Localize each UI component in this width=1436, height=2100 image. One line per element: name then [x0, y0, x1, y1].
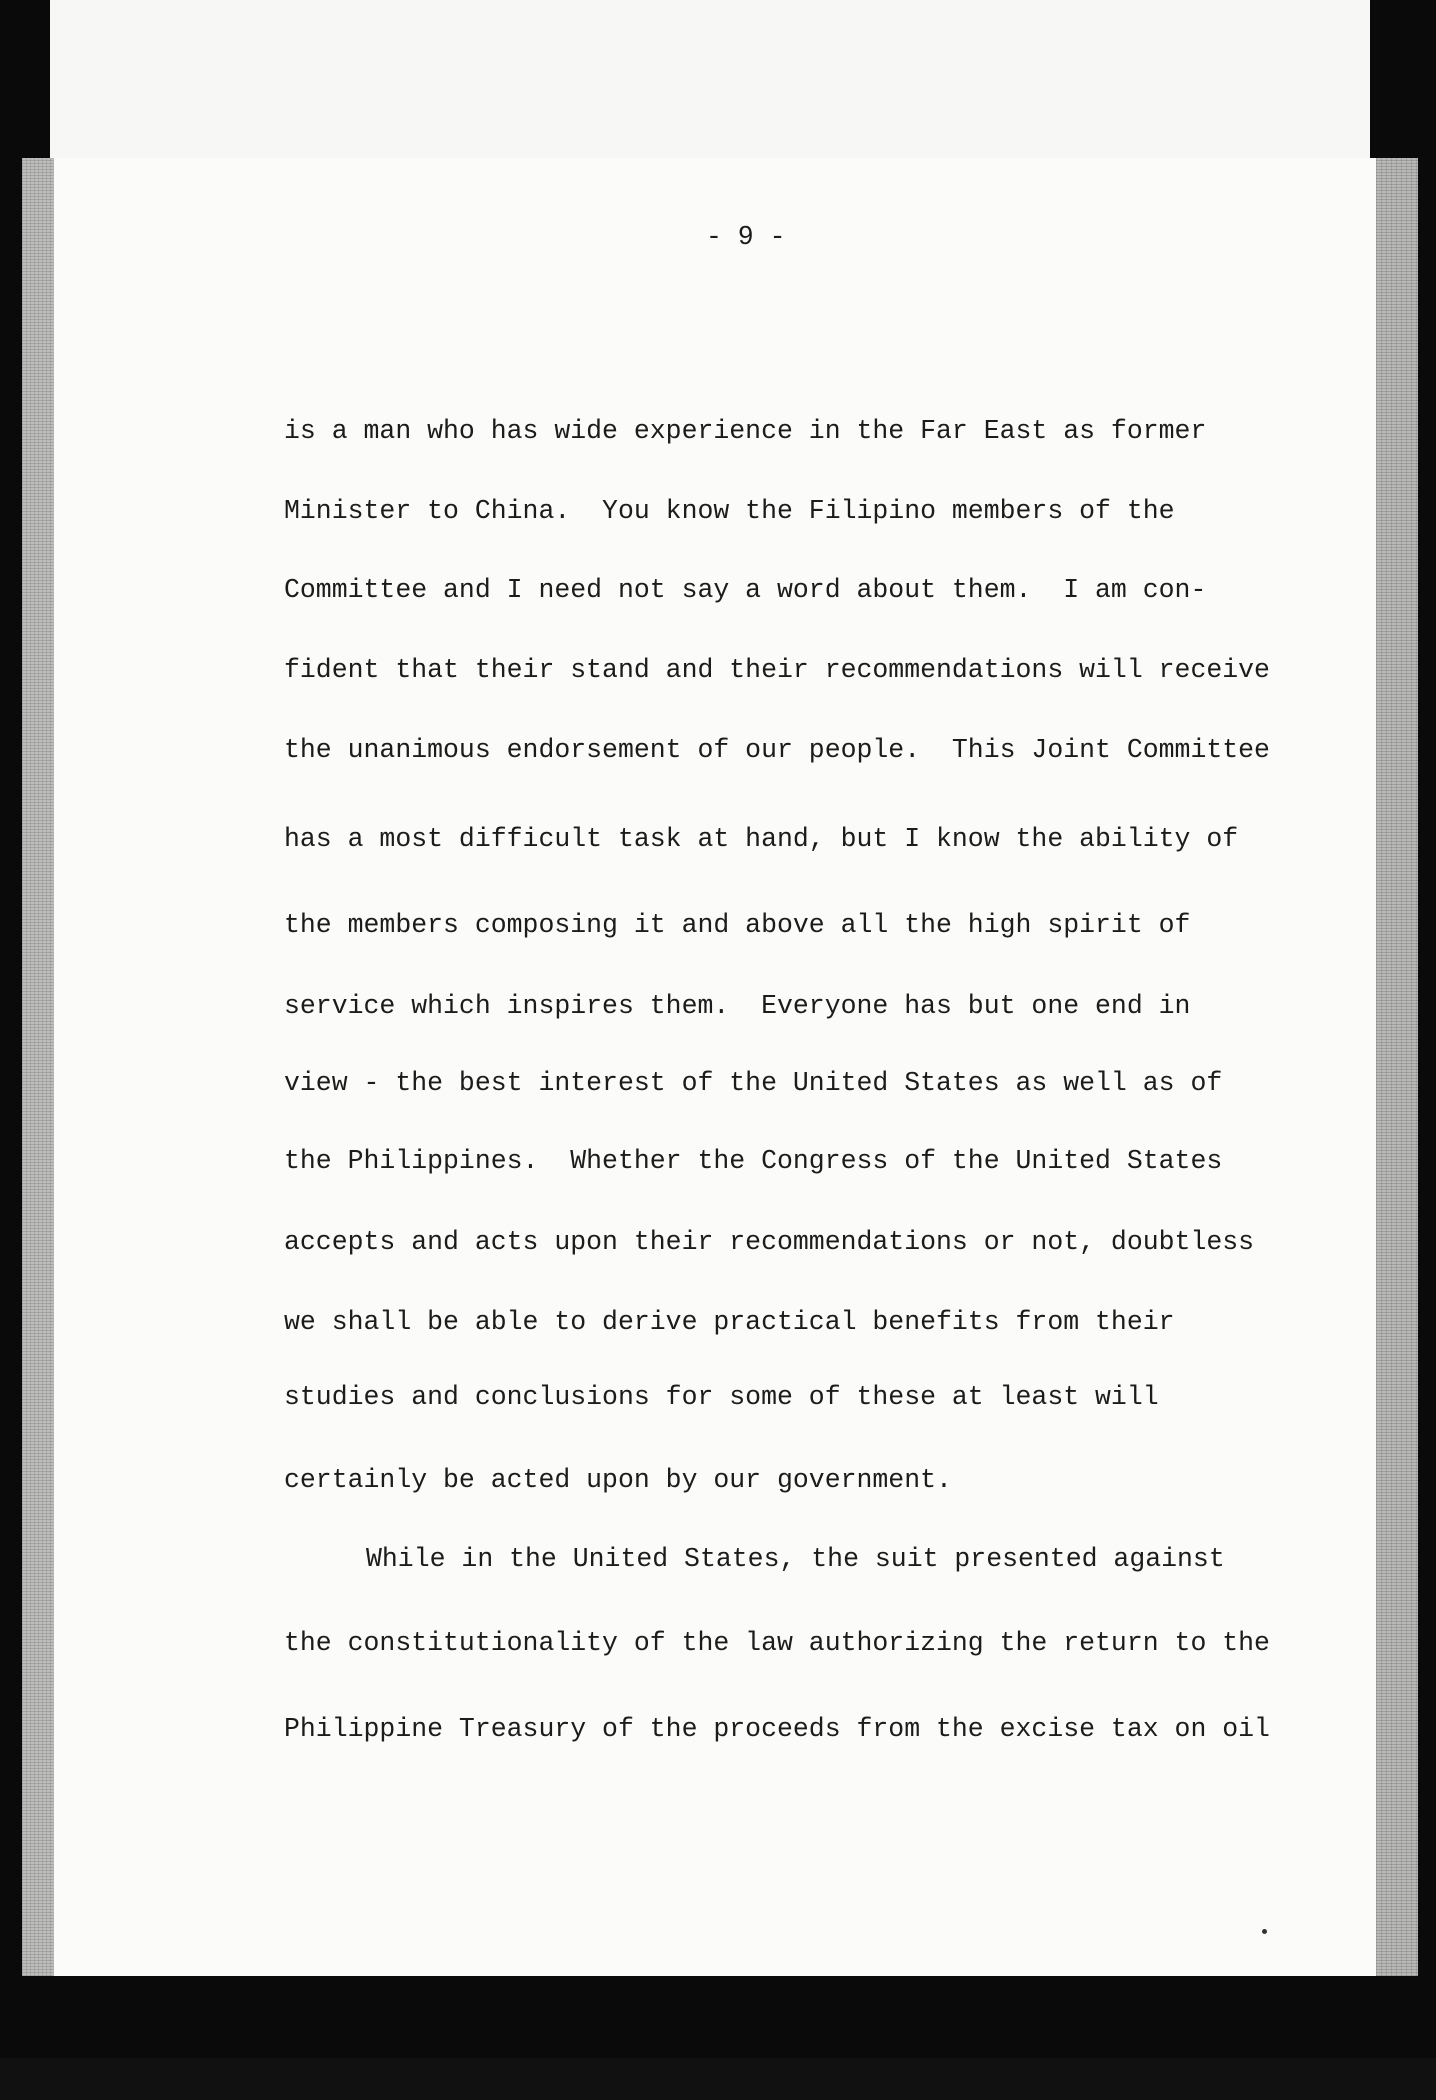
- text-line: is a man who has wide experience in the Far East as former: [284, 416, 1207, 446]
- scan-bottom-border: [0, 2058, 1436, 2100]
- text-line: view - the best interest of the United States as well as of: [284, 1068, 1223, 1098]
- page-number: - 9 -: [706, 222, 786, 252]
- text-line: service which inspires them. Everyone has but one end in: [284, 991, 1191, 1021]
- back-sheet: [50, 0, 1370, 170]
- paragraph-start-line: While in the United States, the suit presented against: [366, 1544, 1225, 1574]
- ink-speck: [1262, 1929, 1267, 1934]
- text-line: accepts and acts upon their recommendations or not, doubtless: [284, 1227, 1255, 1257]
- scan-margin-right: [1376, 158, 1418, 1976]
- text-line: Committee and I need not say a word about them. I am con-: [284, 575, 1207, 605]
- text-line: the unanimous endorsement of our people. This Joint Committee: [284, 735, 1270, 765]
- text-line: the members composing it and above all the high spirit of: [284, 910, 1191, 940]
- text-line: the Philippines. Whether the Congress of the United States: [284, 1146, 1223, 1176]
- scan-margin-left: [22, 158, 54, 1976]
- text-line: studies and conclusions for some of these at least will: [284, 1382, 1159, 1412]
- text-line: certainly be acted upon by our government.: [284, 1465, 952, 1495]
- text-line: Philippine Treasury of the proceeds from the excise tax on oil: [284, 1714, 1270, 1744]
- text-line: we shall be able to derive practical benefits from their: [284, 1307, 1175, 1337]
- text-line: Minister to China. You know the Filipino members of the: [284, 496, 1175, 526]
- text-line: has a most difficult task at hand, but I know the ability of: [284, 824, 1239, 854]
- text-line: the constitutionality of the law authorizing the return to the: [284, 1628, 1270, 1658]
- text-line: fident that their stand and their recommendations will receive: [284, 655, 1270, 685]
